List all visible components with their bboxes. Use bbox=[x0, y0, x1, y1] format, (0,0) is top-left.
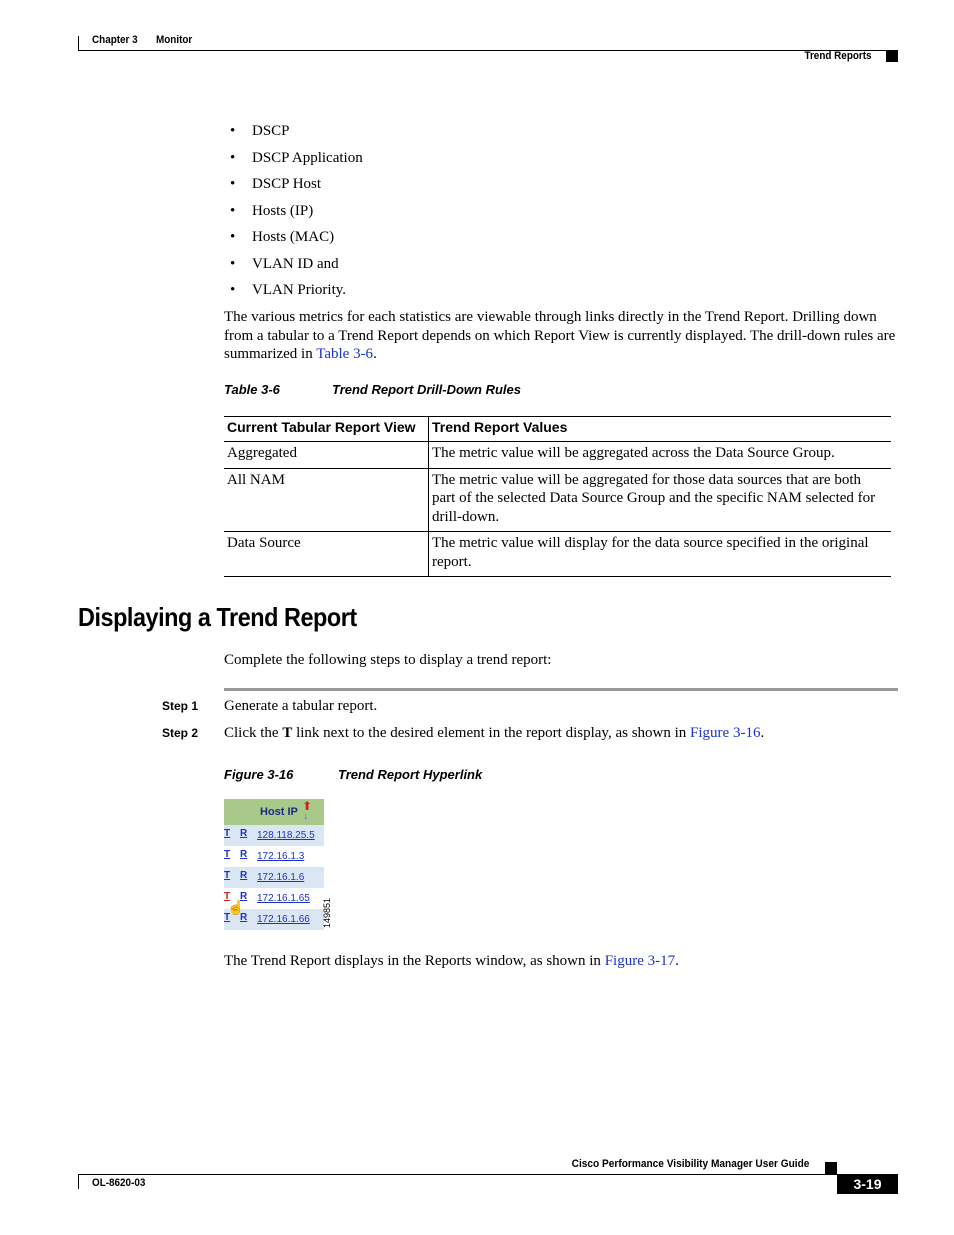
trend-link[interactable]: T bbox=[224, 849, 231, 860]
list-item: • Hosts (IP) bbox=[230, 201, 363, 228]
header-rule bbox=[78, 50, 898, 51]
host-ip-link[interactable]: 128.118.25.5 bbox=[257, 830, 315, 841]
figure-row bbox=[224, 825, 324, 846]
footer-doc-id: OL-8620-03 bbox=[92, 1177, 146, 1189]
column-header: Current Tabular Report View bbox=[224, 417, 429, 442]
host-ip-link[interactable]: 172.16.1.6 bbox=[257, 872, 305, 883]
list-item: • Hosts (MAC) bbox=[230, 227, 363, 254]
table-header-row bbox=[224, 417, 891, 442]
drill-down-rules-table bbox=[224, 416, 891, 577]
table-row bbox=[224, 442, 891, 469]
figure-id: 149851 bbox=[322, 897, 332, 928]
report-link[interactable]: R bbox=[240, 849, 248, 860]
trend-link[interactable]: T bbox=[224, 891, 231, 902]
steps-rule bbox=[224, 688, 898, 691]
list-item: • DSCP bbox=[230, 121, 363, 148]
list-item: • VLAN ID and bbox=[230, 254, 363, 281]
column-header: Trend Report Values bbox=[429, 417, 892, 442]
table-row bbox=[224, 468, 891, 532]
table-caption-number: Table 3-6 bbox=[224, 382, 280, 397]
header-section: Trend Reports bbox=[804, 50, 872, 62]
figure-link[interactable]: Figure 3-16 bbox=[690, 725, 761, 741]
header-marker bbox=[886, 50, 898, 62]
section-intro: Complete the following steps to display a trend report: bbox=[224, 652, 552, 668]
report-link[interactable]: R bbox=[240, 891, 248, 902]
report-link[interactable]: R bbox=[240, 870, 248, 881]
sort-ascending-icon[interactable]: ⬆ bbox=[302, 799, 313, 813]
header-chapter: Chapter 3 bbox=[92, 34, 138, 46]
footer-left-bar bbox=[78, 1174, 79, 1189]
table-caption-title: Trend Report Drill-Down Rules bbox=[332, 382, 521, 397]
header-chapter-title: Monitor bbox=[156, 34, 193, 46]
list-item: • VLAN Priority. bbox=[230, 280, 363, 307]
list-item: • DSCP Application bbox=[230, 148, 363, 175]
host-ip-link[interactable]: 172.16.1.66 bbox=[257, 914, 310, 925]
page-number: 3-19 bbox=[837, 1174, 898, 1194]
hand-cursor-icon: ☝ bbox=[227, 901, 245, 916]
list-item: • DSCP Host bbox=[230, 174, 363, 201]
closing-paragraph: The Trend Report displays in the Reports window, as shown in Figure 3-17. bbox=[224, 953, 679, 969]
trend-link[interactable]: T bbox=[224, 828, 231, 839]
table-cell: Aggregated bbox=[224, 442, 429, 469]
table-cell: The metric value will display for the data source specified in the original report. bbox=[429, 532, 892, 577]
footer-guide-title: Cisco Performance Visibility Manager User Guide bbox=[571, 1158, 809, 1170]
figure-caption-title: Trend Report Hyperlink bbox=[338, 767, 483, 782]
sort-descending-icon[interactable]: ↓ bbox=[303, 810, 309, 822]
table-cell: All NAM bbox=[224, 468, 429, 532]
header-left-bar bbox=[78, 36, 79, 51]
figure-link[interactable]: Figure 3-17 bbox=[604, 953, 676, 969]
step-text: Click the T link next to the desired element in the report display, as shown in Figure 3-16. bbox=[224, 725, 765, 741]
figure-row bbox=[224, 846, 324, 867]
table-cell: The metric value will be aggregated for those data sources that are both part of the selected Data Source Group and the specific NAM selected for drill-down. bbox=[429, 468, 892, 532]
table-cell: The metric value will be aggregated across the Data Source Group. bbox=[429, 442, 892, 469]
host-ip-header[interactable]: Host IP bbox=[260, 806, 298, 818]
host-ip-link[interactable]: 172.16.1.65 bbox=[257, 893, 310, 904]
step-label: Step 2 bbox=[162, 726, 199, 740]
host-ip-link[interactable]: 172.16.1.3 bbox=[257, 851, 305, 862]
section-heading: Displaying a Trend Report bbox=[78, 602, 357, 632]
step-text: Generate a tabular report. bbox=[224, 698, 378, 714]
figure-caption-number: Figure 3-16 bbox=[224, 767, 294, 782]
figure-row bbox=[224, 867, 324, 888]
metric-list bbox=[230, 121, 363, 307]
footer-marker bbox=[825, 1162, 837, 1174]
table-link[interactable]: Table 3-6 bbox=[316, 346, 374, 362]
step-label: Step 1 bbox=[162, 699, 199, 713]
footer-rule bbox=[78, 1174, 898, 1175]
report-link[interactable]: R bbox=[240, 912, 248, 923]
table-cell: Data Source bbox=[224, 532, 429, 577]
table-row bbox=[224, 532, 891, 577]
intro-paragraph: The various metrics for each statistics are viewable through links directly in the Trend Report. Drilling down from a tabular to a Trend Report depends on which Report View is currently displayed. The drill-down rules are summarized in Table 3-6. bbox=[224, 309, 896, 362]
report-link[interactable]: R bbox=[240, 828, 248, 839]
figure-column-header bbox=[224, 799, 324, 825]
trend-link[interactable]: T bbox=[224, 912, 231, 923]
trend-link[interactable]: T bbox=[224, 870, 231, 881]
